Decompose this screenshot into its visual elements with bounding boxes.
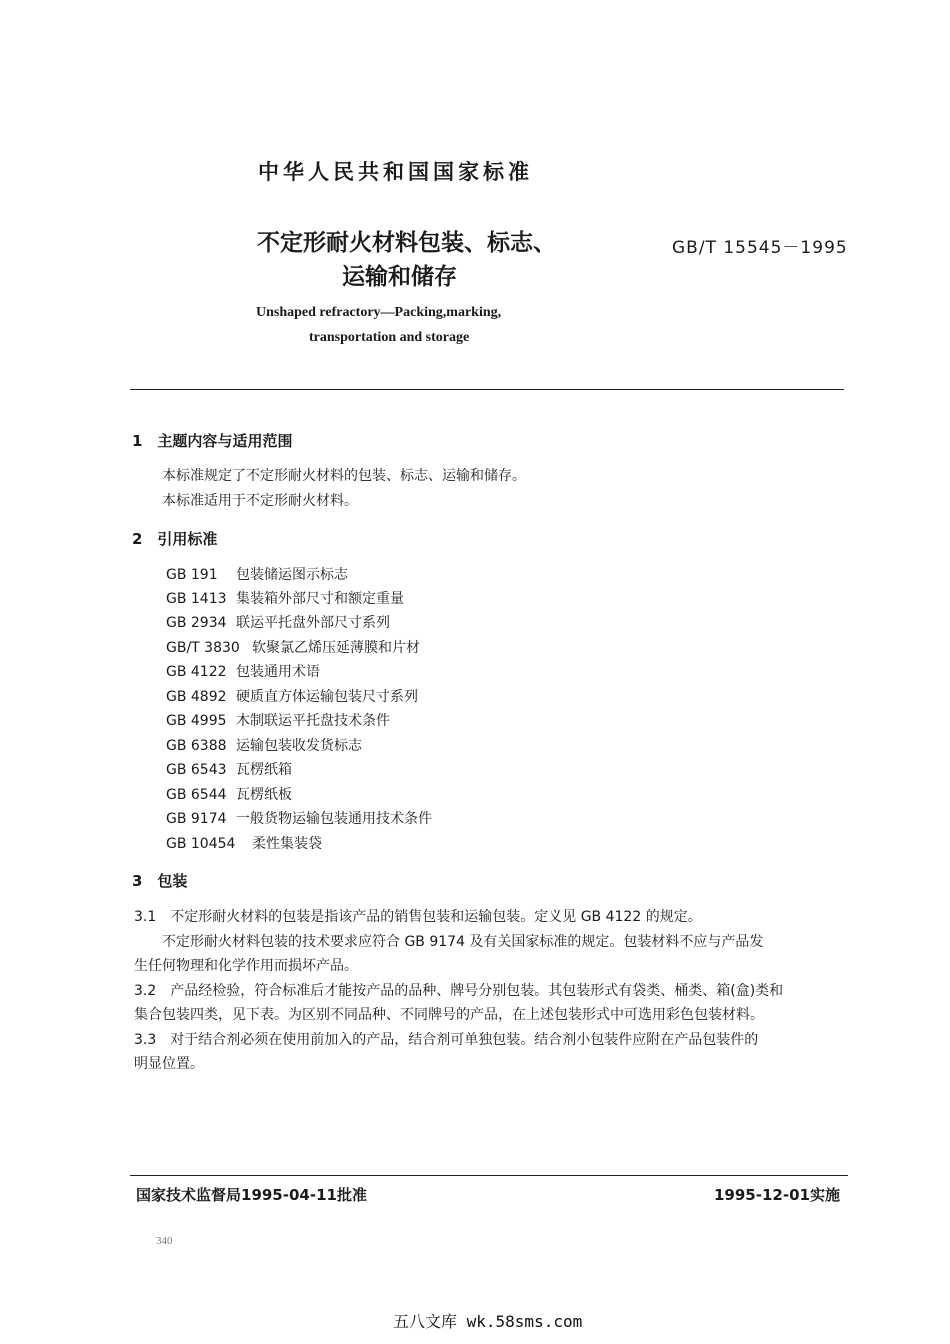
list-item bbox=[166, 588, 404, 608]
clause-3-3-line1: 3.3 对于结合剂必须在使用前加入的产品，结合剂可单独包装。结合剂小包装件应附在产品包装件的 bbox=[134, 1032, 759, 1048]
reference-code: GB 191 bbox=[166, 567, 218, 583]
section-1-heading: 1 主题内容与适用范围 bbox=[132, 432, 293, 450]
page-number: 340 bbox=[156, 1235, 173, 1247]
title-en-line2: transportation and storage bbox=[309, 330, 470, 345]
footer-divider bbox=[130, 1175, 848, 1176]
reference-name: 运输包装收发货标志 bbox=[236, 738, 362, 754]
list-item bbox=[166, 759, 292, 779]
section-3-heading: 3 包装 bbox=[132, 872, 188, 890]
clause-3-1-paragraph-2-line1: 不定形耐火材料包装的技术要求应符合 GB 9174 及有关国家标准的规定。包装材料不应与产品发 bbox=[162, 934, 764, 950]
reference-code: GB 6544 bbox=[166, 787, 227, 803]
reference-name: 瓦楞纸箱 bbox=[236, 762, 292, 778]
list-item bbox=[166, 637, 420, 657]
clause-3-2-line2: 集合包装四类，见下表。为区别不同品种、不同牌号的产品，在上述包装形式中可选用彩色包装材料。 bbox=[134, 1007, 764, 1023]
title-en-line1: Unshaped refractory—Packing,marking, bbox=[256, 305, 502, 320]
reference-name: 柔性集装袋 bbox=[252, 836, 322, 852]
reference-name: 联运平托盘外部尺寸系列 bbox=[236, 615, 390, 631]
clause-3-3-line2: 明显位置。 bbox=[134, 1056, 204, 1072]
reference-code: GB/T 3830 bbox=[166, 640, 240, 656]
reference-code: GB 6388 bbox=[166, 738, 227, 754]
reference-code: GB 4122 bbox=[166, 664, 227, 680]
list-item bbox=[166, 735, 362, 755]
reference-code: GB 6543 bbox=[166, 762, 227, 778]
list-item bbox=[166, 808, 432, 828]
reference-name: 包装储运图示标志 bbox=[236, 567, 348, 583]
header-divider bbox=[130, 389, 844, 390]
list-item bbox=[166, 710, 390, 730]
effective-date: 1995-12-01实施 bbox=[714, 1186, 840, 1204]
reference-name: 一般货物运输包装通用技术条件 bbox=[236, 811, 432, 827]
clause-3-2-line1: 3.2 产品经检验，符合标准后才能按产品的品种、牌号分别包装。其包装形式有袋类、桶类、箱(盒)类和 bbox=[134, 983, 784, 999]
list-item bbox=[166, 661, 320, 681]
list-item bbox=[166, 784, 292, 804]
reference-code: GB 10454 bbox=[166, 836, 236, 852]
standard-number: GB/T 15545－1995 bbox=[672, 238, 848, 258]
reference-name: 木制联运平托盘技术条件 bbox=[236, 713, 390, 729]
reference-code: GB 1413 bbox=[166, 591, 227, 607]
watermark-text: 五八文库 wk.58sms.com bbox=[393, 1312, 583, 1331]
list-item bbox=[166, 686, 418, 706]
reference-name: 瓦楞纸板 bbox=[236, 787, 292, 803]
section-2-heading: 2 引用标准 bbox=[132, 530, 218, 548]
reference-name: 包装通用术语 bbox=[236, 664, 320, 680]
approval-date: 国家技术监督局1995-04-11批准 bbox=[136, 1186, 367, 1204]
reference-code: GB 4892 bbox=[166, 689, 227, 705]
list-item bbox=[166, 564, 348, 584]
title-cn-line2: 运输和储存 bbox=[342, 264, 457, 290]
reference-name: 软聚氯乙烯压延薄膜和片材 bbox=[252, 640, 420, 656]
list-item bbox=[166, 833, 322, 853]
org-title: 中华人民共和国国家标准 bbox=[258, 160, 533, 184]
reference-code: GB 2934 bbox=[166, 615, 227, 631]
title-cn-line1: 不定形耐火材料包装、标志、 bbox=[257, 230, 556, 256]
clause-3-1: 3.1 不定形耐火材料的包装是指该产品的销售包装和运输包装。定义见 GB 4122 的规定。 bbox=[134, 909, 702, 925]
reference-name: 集装箱外部尺寸和额定重量 bbox=[236, 591, 404, 607]
reference-code: GB 4995 bbox=[166, 713, 227, 729]
section-1-paragraph-1: 本标准规定了不定形耐火材料的包装、标志、运输和储存。 bbox=[162, 468, 526, 484]
list-item bbox=[166, 612, 390, 632]
reference-name: 硬质直方体运输包装尺寸系列 bbox=[236, 689, 418, 705]
section-1-paragraph-2: 本标准适用于不定形耐火材料。 bbox=[162, 493, 358, 509]
clause-3-1-paragraph-2-line2: 生任何物理和化学作用而损坏产品。 bbox=[134, 958, 358, 974]
reference-code: GB 9174 bbox=[166, 811, 227, 827]
